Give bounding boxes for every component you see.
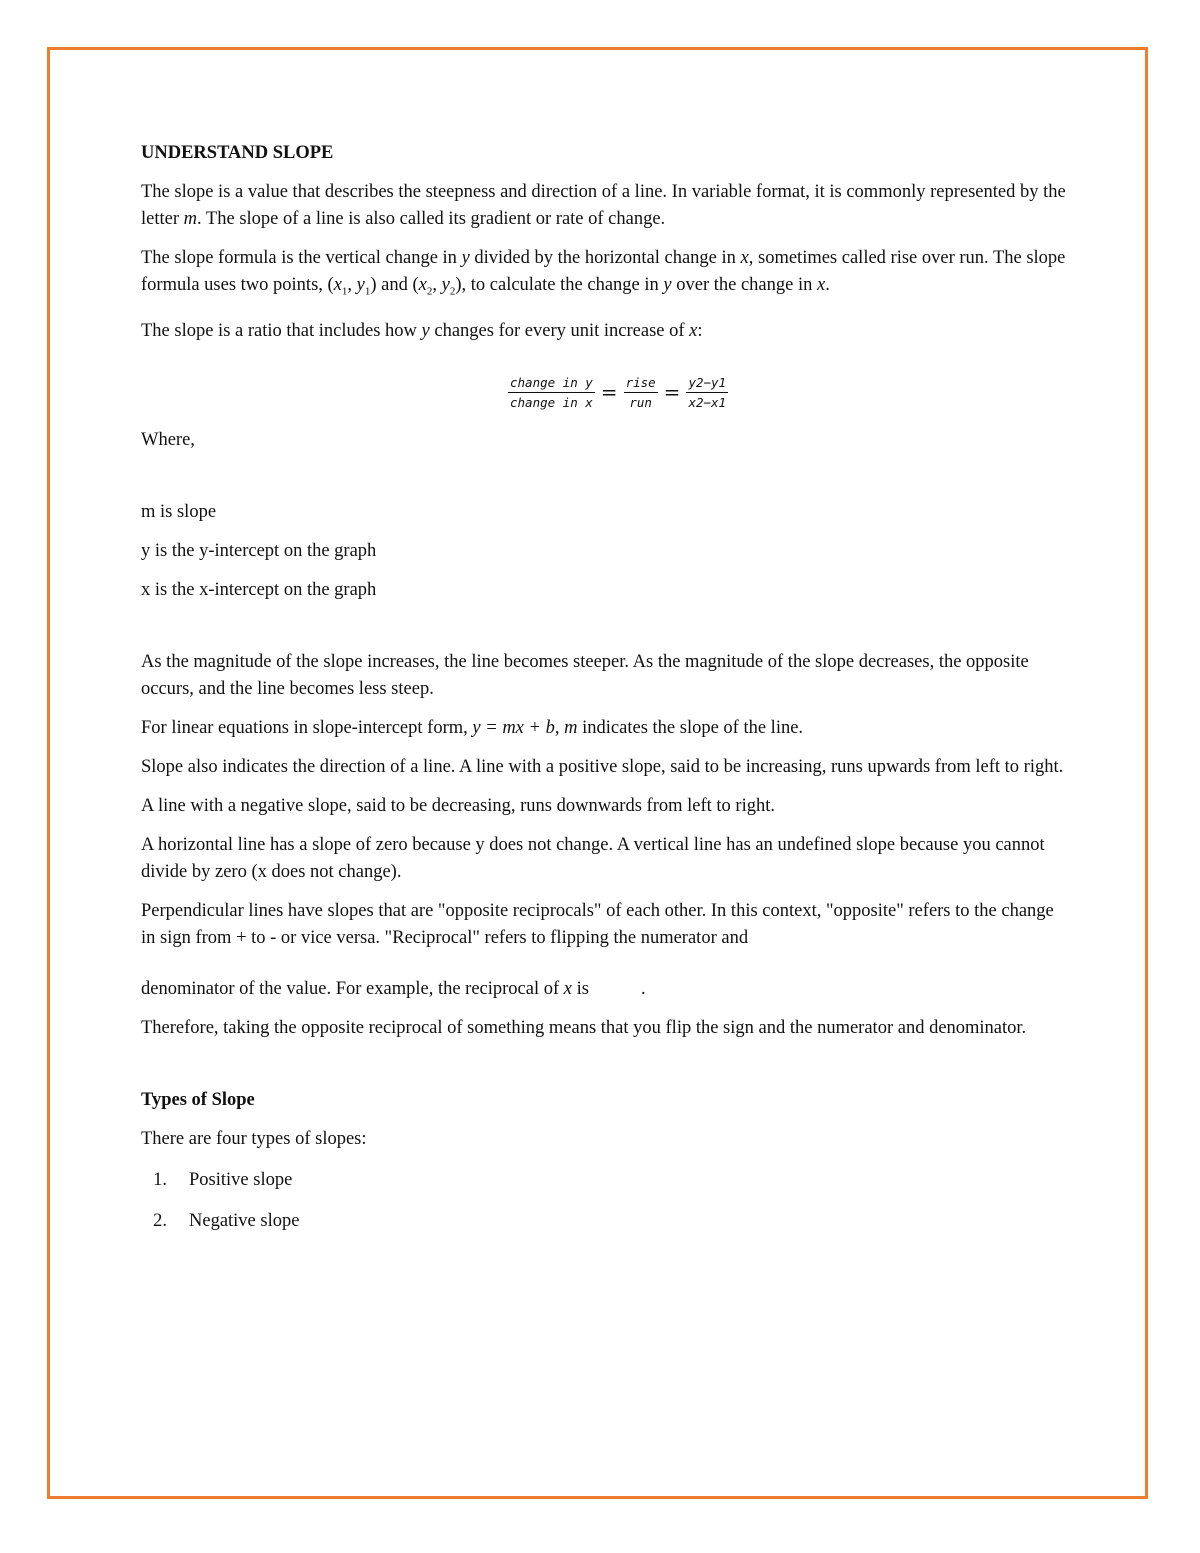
section-heading: UNDERSTAND SLOPE <box>141 143 334 163</box>
slope-formula <box>141 375 1071 415</box>
paragraph-slope-formula: The slope formula is the vertical change in y divided by the horizontal change in x, sometimes called rise over run. The slope formula uses two points, ($x_1$, $y_1$) and ($x_2$, $y_2$), to calculate the change in y over the change in x. <box>141 248 1066 298</box>
definition-y: y is the y-intercept on the graph <box>141 540 377 561</box>
list-item <box>141 1208 1071 1235</box>
types-list <box>141 1167 1071 1235</box>
paragraph-zero-undefined: A horizontal line has a slope of zero because y does not change. A vertical line has an undefined slope because you cannot divide by zero (x does not change). <box>141 834 1045 882</box>
paragraph-slope-definition: The slope is a value that describes the steepness and direction of a line. In variable format, it is commonly represented by the letter m. The slope of a line is also called its gradient or rate of change. <box>141 182 1066 229</box>
types-intro: There are four types of slopes: <box>141 1128 367 1149</box>
definition-m: m is slope <box>141 501 217 522</box>
paragraph-slope-ratio: The slope is a ratio that includes how y changes for every unit increase of x: <box>141 320 703 341</box>
paragraph-positive-slope: Slope also indicates the direction of a line. A line with a positive slope, said to be increasing, runs upwards from left to right. <box>141 756 1064 777</box>
paragraph-reciprocal-example: denominator of the value. For example, the reciprocal of x is . <box>141 978 646 999</box>
fraction-rise-run: $\frac{\text{rise}}{\text{run}}$ <box>625 374 656 410</box>
paragraph-magnitude: As the magnitude of the slope increases, the line becomes steeper. As the magnitude of the slope decreases, the opposite occurs, and the line becomes less steep. <box>141 651 1029 699</box>
equals-sign: = <box>663 379 681 404</box>
fraction-change: $\frac{\text{change in y}}{\text{change in x}}$ <box>510 374 593 410</box>
list-number: 2. <box>153 1210 167 1231</box>
definition-x: x is the x-intercept on the graph <box>141 579 377 600</box>
list-label: Negative slope <box>189 1210 300 1231</box>
paragraph-negative-slope: A line with a negative slope, said to be decreasing, runs downwards from left to right. <box>141 795 775 816</box>
paragraph-perpendicular: Perpendicular lines have slopes that are "opposite reciprocals" of each other. In this context, "opposite" refers to the change in sign from + to - or vice versa. "Reciprocal" refers to flipping the numerator and <box>141 900 1054 948</box>
list-label: Positive slope <box>189 1169 293 1190</box>
list-item <box>141 1167 1071 1194</box>
where-label: Where, <box>141 429 195 450</box>
types-heading: Types of Slope <box>141 1089 255 1110</box>
list-number: 1. <box>153 1169 167 1190</box>
paragraph-slope-intercept: For linear equations in slope-intercept form, y = mx + b, m indicates the slope of the line. <box>141 717 804 738</box>
paragraph-opposite-reciprocal: Therefore, taking the opposite reciprocal of something means that you flip the sign and the numerator and denominator. <box>141 1017 1027 1038</box>
fraction-points: $\frac{y2-y1}{x2-x1}$ <box>688 374 727 410</box>
document-body <box>141 140 1071 1235</box>
equals-sign: = <box>600 379 618 404</box>
